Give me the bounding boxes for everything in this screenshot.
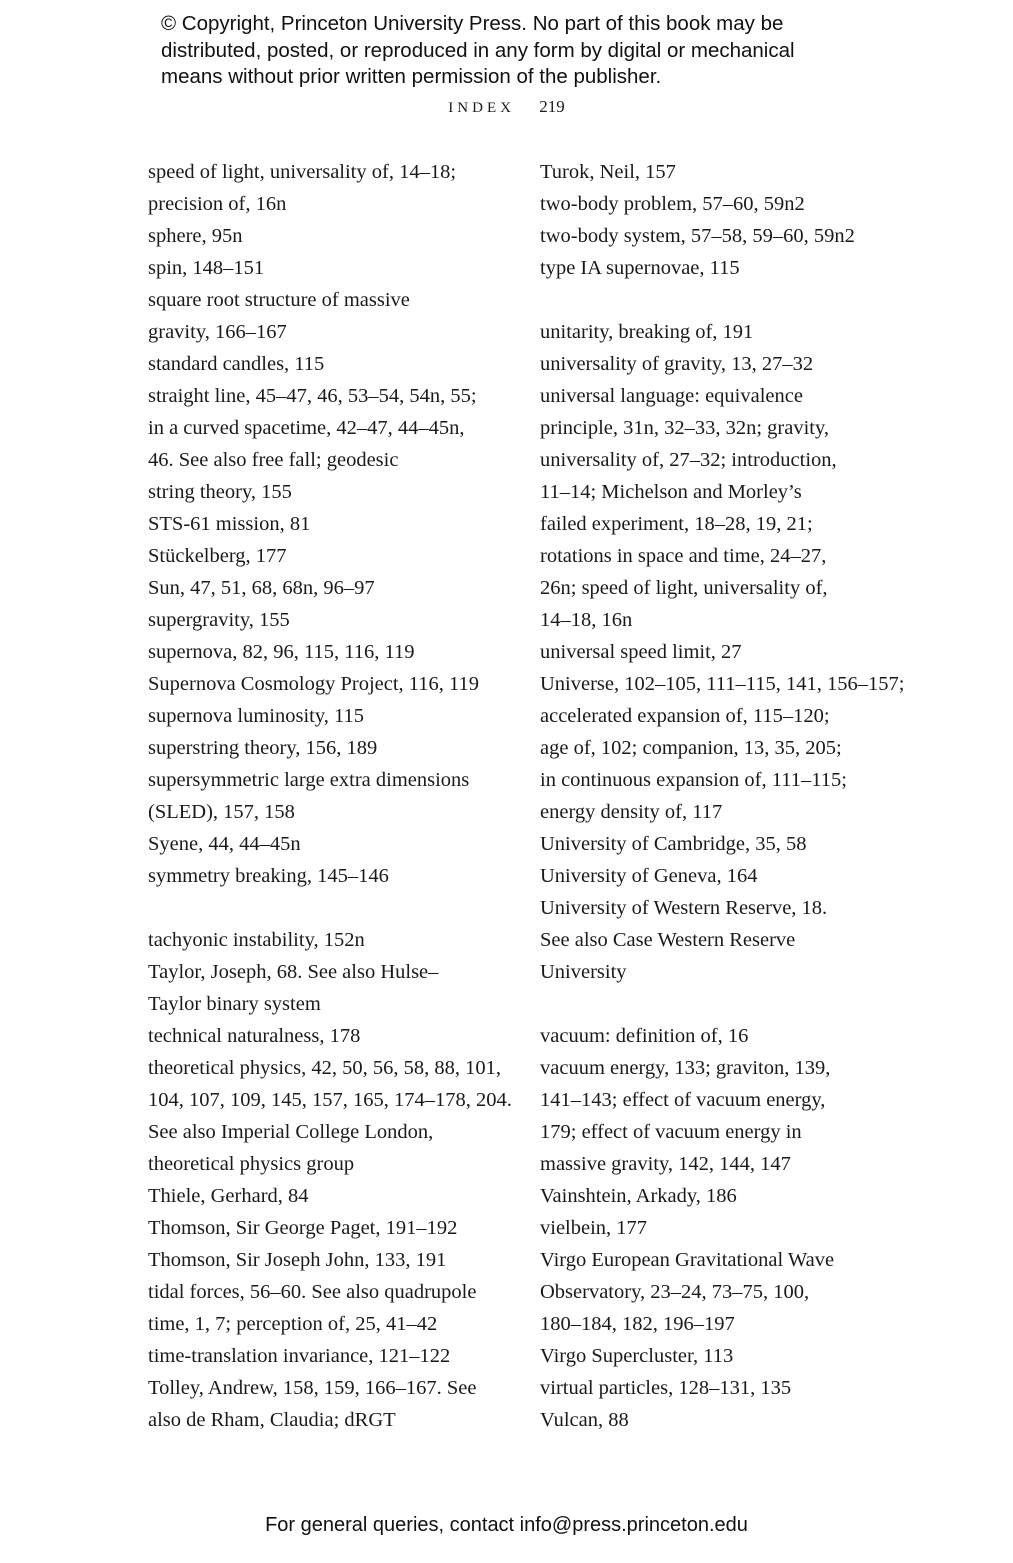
index-entry-line: supersymmetric large extra dimensions: [148, 769, 470, 791]
index-entry: [148, 956, 508, 1020]
index-entry-line: University of Cambridge, 35, 58: [540, 833, 807, 855]
index-entry-line: 11–14; Michelson and Morley’s: [540, 481, 802, 503]
index-entry-line: Observatory, 23–24, 73–75, 100,: [540, 1281, 810, 1303]
index-entry: [148, 380, 508, 476]
index-entry-line: tidal forces, 56–60. See also quadrupole: [148, 1281, 477, 1303]
index-entry: [148, 252, 508, 284]
index-entry: [540, 1404, 900, 1436]
index-entry-line: energy density of, 117: [540, 801, 723, 823]
index-entry-line: two-body problem, 57–60, 59n2: [540, 193, 805, 215]
index-entry: [148, 1052, 512, 1180]
index-entry: [148, 1340, 508, 1372]
index-entry-line: virtual particles, 128–131, 135: [540, 1377, 792, 1399]
running-head: [0, 97, 1013, 117]
index-entry: [148, 924, 508, 956]
index-entry-line: straight line, 45–47, 46, 53–54, 54n, 55;: [148, 385, 477, 407]
copyright-line: distributed, posted, or reproduced in any form by digital or mechanical: [161, 38, 795, 62]
index-entry: [148, 1180, 508, 1212]
running-head-title: INDEX: [448, 100, 515, 116]
index-entry-line: string theory, 155: [148, 481, 292, 503]
index-entry-line: vacuum energy, 133; graviton, 139,: [540, 1057, 831, 1079]
index-entry-line: Stückelberg, 177: [148, 545, 287, 567]
index-entry: [540, 1244, 900, 1340]
index-entry-line: See also Case Western Reserve: [540, 929, 796, 951]
index-entry: [148, 732, 508, 764]
index-entry-line: Vulcan, 88: [540, 1409, 629, 1431]
index-entry-line: 14–18, 16n: [540, 609, 633, 631]
index-entry-line: also de Rham, Claudia; dRGT: [148, 1409, 396, 1431]
index-entry-line: Thomson, Sir Joseph John, 133, 191: [148, 1249, 447, 1271]
index-entry-line: sphere, 95n: [148, 225, 243, 247]
index-entry-line: spin, 148–151: [148, 257, 265, 279]
index-entry-line: universal language: equivalence: [540, 385, 803, 407]
index-entry-line: Taylor binary system: [148, 993, 321, 1015]
index-column-left: [148, 156, 512, 1436]
index-entry: [540, 252, 900, 284]
index-entry-line: 104, 107, 109, 145, 157, 165, 174–178, 204.: [148, 1089, 512, 1111]
index-entry: [148, 700, 508, 732]
index-entry: [540, 668, 905, 828]
index-entry-line: Thiele, Gerhard, 84: [148, 1185, 309, 1207]
index-entry-line: 46. See also free fall; geodesic: [148, 449, 399, 471]
index-entry-line: in a curved spacetime, 42–47, 44–45n,: [148, 417, 465, 439]
index-entry-line: Taylor, Joseph, 68. See also Hulse–: [148, 961, 439, 983]
index-entry-line: University of Geneva, 164: [540, 865, 758, 887]
index-entry-line: Tolley, Andrew, 158, 159, 166–167. See: [148, 1377, 477, 1399]
index-entry: [148, 476, 508, 508]
index-entry: [148, 1020, 508, 1052]
page-number: 219: [539, 97, 565, 116]
section-gap: [540, 284, 900, 316]
index-entry-line: Virgo Supercluster, 113: [540, 1345, 734, 1367]
index-entry-line: standard candles, 115: [148, 353, 325, 375]
index-entry-line: technical naturalness, 178: [148, 1025, 361, 1047]
index-entry-line: superstring theory, 156, 189: [148, 737, 378, 759]
index-entry-line: vielbein, 177: [540, 1217, 648, 1239]
index-entry: [540, 380, 900, 636]
index-entry-line: type IA supernovae, 115: [540, 257, 740, 279]
index-entry: [540, 1020, 900, 1052]
index-entry: [148, 1372, 508, 1436]
index-entry: [148, 284, 508, 348]
index-entry-line: two-body system, 57–58, 59–60, 59n2: [540, 225, 855, 247]
index-column-right: [540, 156, 905, 1436]
index-entry: [540, 1372, 900, 1404]
index-entry-line: theoretical physics group: [148, 1153, 355, 1175]
index-entry: [540, 1340, 900, 1372]
index-entry: [148, 1212, 508, 1244]
index-entry-line: supernova luminosity, 115: [148, 705, 364, 727]
index-entry: [148, 860, 508, 892]
index-entry: [540, 1212, 900, 1244]
index-entry: [540, 188, 900, 220]
index-entry: [148, 1276, 508, 1308]
index-entry-line: Supernova Cosmology Project, 116, 119: [148, 673, 480, 695]
index-entry: [540, 1052, 900, 1180]
index-entry-line: age of, 102; companion, 13, 35, 205;: [540, 737, 842, 759]
index-entry-line: Thomson, Sir George Paget, 191–192: [148, 1217, 458, 1239]
index-entry: [540, 636, 900, 668]
index-entry-line: Virgo European Gravitational Wave: [540, 1249, 835, 1271]
copyright-line: means without prior written permission of the publisher.: [161, 65, 662, 88]
section-gap: [540, 988, 900, 1020]
index-entry-line: failed experiment, 18–28, 19, 21;: [540, 513, 813, 535]
index-entry-line: universality of, 27–32; introduction,: [540, 449, 837, 471]
index-entry-line: Vainshtein, Arkady, 186: [540, 1185, 737, 1207]
index-entry: [540, 220, 900, 252]
index-entry: [148, 156, 508, 220]
index-entry: [148, 1244, 508, 1276]
index-entry: [148, 508, 508, 540]
index-entry-line: accelerated expansion of, 115–120;: [540, 705, 830, 727]
index-entry: [540, 892, 900, 988]
index-entry-line: unitarity, breaking of, 191: [540, 321, 754, 343]
index-entry: [148, 828, 508, 860]
index-entry: [148, 572, 508, 604]
index-entry-line: University: [540, 961, 627, 983]
index-entry-line: speed of light, universality of, 14–18;: [148, 161, 457, 183]
index-entry-line: Syene, 44, 44–45n: [148, 833, 301, 855]
index-entry-line: vacuum: definition of, 16: [540, 1025, 749, 1047]
index-entry: [148, 636, 508, 668]
index-entry: [540, 860, 900, 892]
index-entry: [540, 348, 900, 380]
index-entry-line: 180–184, 182, 196–197: [540, 1313, 735, 1335]
index-entry-line: See also Imperial College London,: [148, 1121, 434, 1143]
index-entry-line: 26n; speed of light, universality of,: [540, 577, 828, 599]
index-entry-line: universal speed limit, 27: [540, 641, 742, 663]
index-entry-line: 141–143; effect of vacuum energy,: [540, 1089, 826, 1111]
index-entry-line: 179; effect of vacuum energy in: [540, 1121, 802, 1143]
footer-contact: For general queries, contact info@press.princeton.edu: [265, 1514, 748, 1536]
index-entry: [148, 668, 508, 700]
index-entry-line: symmetry breaking, 145–146: [148, 865, 389, 887]
copyright-line: © Copyright, Princeton University Press. No part of this book may be: [161, 12, 784, 35]
index-entry-line: Sun, 47, 51, 68, 68n, 96–97: [148, 577, 375, 599]
index-entry: [148, 540, 508, 572]
index-entry: [540, 1180, 900, 1212]
index-entry: [148, 1308, 508, 1340]
index-entry: [148, 348, 508, 380]
index-entry: [540, 156, 900, 188]
index-entry-line: supergravity, 155: [148, 609, 290, 631]
index-entry: [540, 828, 900, 860]
index-entry-line: precision of, 16n: [148, 193, 287, 215]
index-entry: [540, 316, 900, 348]
index-entry-line: principle, 31n, 32–33, 32n; gravity,: [540, 417, 830, 439]
index-entry: [148, 604, 508, 636]
index-entry-line: in continuous expansion of, 111–115;: [540, 769, 847, 791]
index-entry-line: supernova, 82, 96, 115, 116, 119: [148, 641, 415, 663]
index-entry-line: time-translation invariance, 121–122: [148, 1345, 451, 1367]
index-entry-line: gravity, 166–167: [148, 321, 287, 343]
index-entry: [148, 220, 508, 252]
index-entry: [148, 764, 508, 828]
copyright-notice: [161, 11, 881, 91]
index-entry-line: Universe, 102–105, 111–115, 141, 156–157;: [540, 673, 905, 695]
index-entry-line: time, 1, 7; perception of, 25, 41–42: [148, 1313, 438, 1335]
index-entry-line: massive gravity, 142, 144, 147: [540, 1153, 791, 1175]
index-entry-line: tachyonic instability, 152n: [148, 929, 365, 951]
index-entry-line: (SLED), 157, 158: [148, 801, 295, 823]
index-entry-line: universality of gravity, 13, 27–32: [540, 353, 814, 375]
index-entry-line: rotations in space and time, 24–27,: [540, 545, 827, 567]
index-entry-line: theoretical physics, 42, 50, 56, 58, 88, 101,: [148, 1057, 502, 1079]
index-entry-line: STS-61 mission, 81: [148, 513, 311, 535]
index-entry-line: square root structure of massive: [148, 289, 410, 311]
index-entry-line: University of Western Reserve, 18.: [540, 897, 828, 919]
section-gap: [148, 892, 508, 924]
index-entry-line: Turok, Neil, 157: [540, 161, 676, 183]
